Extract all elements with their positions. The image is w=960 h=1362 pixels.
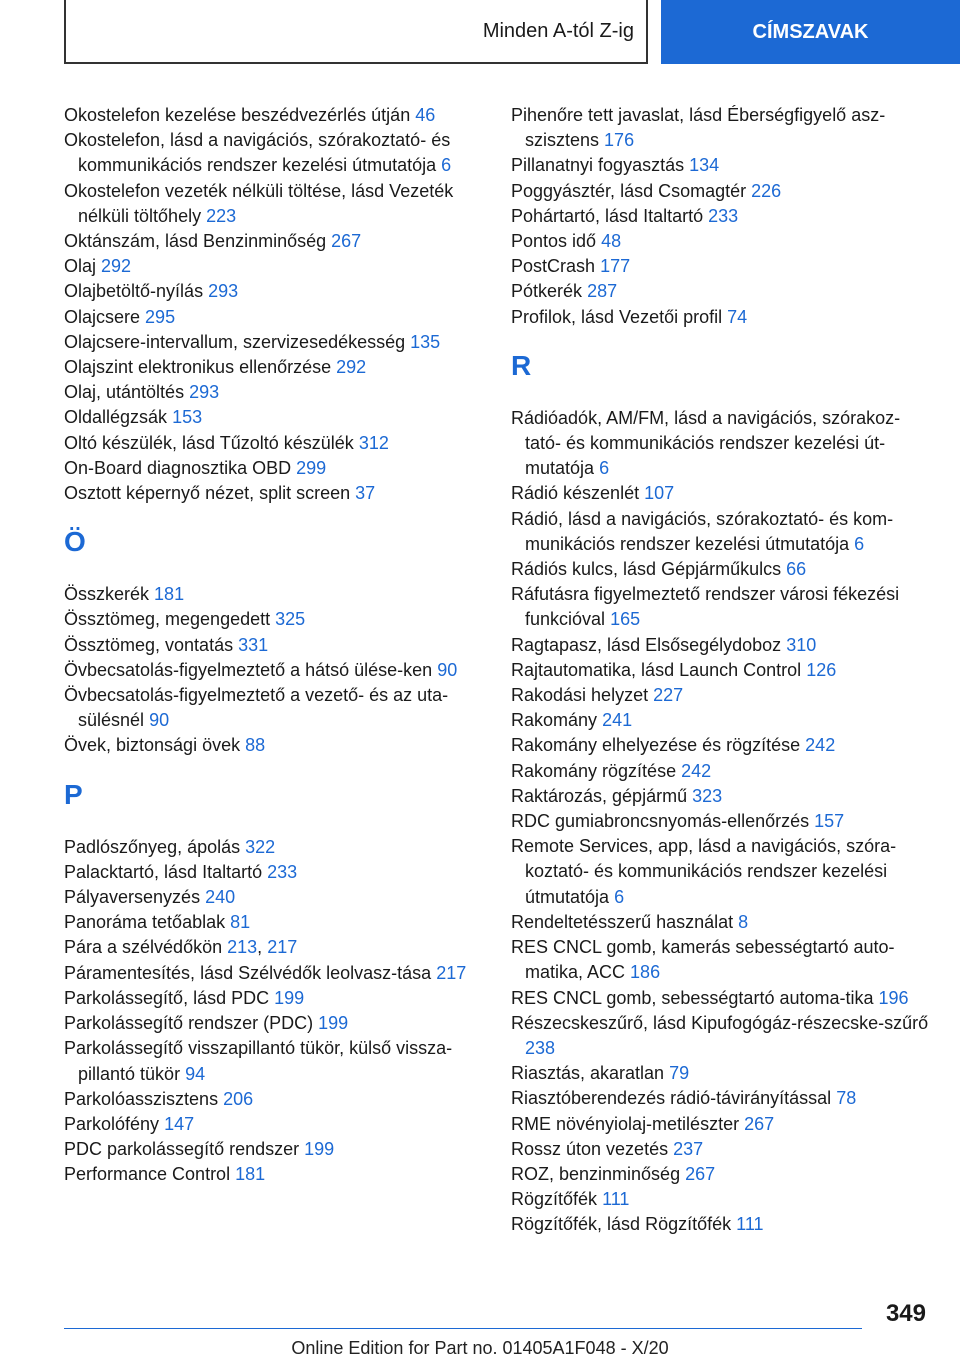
active-tab-keywords[interactable]	[661, 0, 960, 64]
index-entry-text: Okostelefon, lásd a navigációs, szórakoztató- és kommunikációs rendszer kezelési útmutatója	[64, 130, 451, 176]
index-letter-heading: R	[511, 349, 532, 381]
index-entry-text: Pillanatnyi fogyasztás	[511, 155, 685, 176]
index-entry	[511, 759, 931, 784]
page-reference-link[interactable]: 267	[744, 1113, 775, 1134]
index-entry	[64, 961, 484, 986]
index-entry	[64, 405, 484, 430]
index-entry-text: Rádióadók, AM/FM, lásd a navigációs, szórakoz-tató- és kommunikációs rendszer kezelési út-mutatója	[511, 407, 901, 479]
page-reference-link[interactable]: 295	[145, 306, 176, 327]
index-entry-text: Parkolássegítő visszapillantó tükör, külső vissza-pillantó tükör	[64, 1038, 453, 1084]
index-entry-text: Pótkerék	[511, 281, 583, 302]
index-entry	[64, 1087, 484, 1112]
index-entry-text: Okostelefon kezelése beszédvezérlés útján	[64, 105, 411, 125]
page-reference-link[interactable]: 165	[610, 609, 641, 630]
index-entry	[511, 1011, 931, 1061]
index-entry	[511, 1137, 931, 1162]
index-entry	[64, 456, 484, 481]
page-reference-link[interactable]: 6	[854, 533, 865, 554]
page-reference-link[interactable]: 90	[149, 710, 170, 731]
page-reference-link[interactable]: 8	[738, 911, 749, 932]
index-entry-text: Parkolássegítő, lásd PDC	[64, 987, 270, 1008]
page-reference-link[interactable]: 157	[814, 811, 845, 832]
index-entry-text: Rajtautomatika, lásd Launch Control	[511, 659, 802, 680]
page-reference-link[interactable]: 153	[172, 407, 203, 428]
page-reference-link[interactable]: 6	[441, 155, 452, 176]
index-entry	[64, 128, 484, 178]
index-entry	[64, 658, 484, 683]
index-entry	[511, 254, 931, 279]
index-entry-text: Oltó készülék, lásd Tűzoltó készülék	[64, 432, 354, 453]
index-entry	[64, 1036, 484, 1086]
active-tab-label: CÍMSZAVAK	[752, 20, 869, 43]
page-reference-link[interactable]: 310	[786, 634, 817, 655]
index-entry-text: Parkolássegítő rendszer (PDC)	[64, 1013, 314, 1034]
index-letter-heading: Ö	[64, 526, 86, 558]
page-reference-link[interactable]: 299	[296, 457, 327, 478]
page-reference-link[interactable]: 94	[185, 1063, 206, 1084]
index-entry	[511, 910, 931, 935]
page-reference-link[interactable]: 241	[602, 710, 633, 731]
index-entry-text: Oktánszám, lásd Benzinminőség	[64, 231, 327, 252]
index-entry	[511, 1187, 931, 1212]
index-entry	[64, 1137, 484, 1162]
index-entry-text: RES CNCL gomb, sebességtartó automa-tika	[511, 987, 874, 1008]
page-reference-link[interactable]: 181	[154, 584, 185, 605]
index-entry	[64, 1112, 484, 1137]
page-reference-link[interactable]: 293	[189, 382, 220, 403]
index-entry-text: Rakodási helyzet	[511, 685, 649, 706]
index-entry-text: Raktározás, gépjármű	[511, 785, 688, 806]
index-entry	[511, 633, 931, 658]
page-reference-link[interactable]: 186	[630, 962, 661, 983]
index-entry-text: Rakomány	[511, 710, 598, 731]
index-entry-text: Össztömeg, megengedett	[64, 609, 271, 630]
index-entry	[511, 784, 931, 809]
index-entry-text: RME növényiolaj-metilészter	[511, 1113, 740, 1134]
index-entry-text: Övbecsatolás-figyelmeztető a vezető- és az uta-sülésnél	[64, 685, 449, 731]
index-entry-text: RES CNCL gomb, kamerás sebességtartó auto-matika, ACC	[511, 937, 895, 983]
page-reference-link[interactable]: 331	[238, 634, 269, 655]
index-entry-text: Összkerék	[64, 584, 150, 605]
index-entry	[511, 1086, 931, 1111]
index-entry	[64, 305, 484, 330]
section-tab-label: Minden A-tól Z-ig	[482, 19, 634, 42]
page-reference-link[interactable]: 287	[587, 281, 618, 302]
page-reference-link[interactable]: 111	[602, 1189, 630, 1210]
page-reference-link[interactable]: 111	[736, 1214, 764, 1235]
page-reference-link[interactable]: 90	[437, 659, 458, 680]
index-column-right	[511, 103, 931, 1238]
index-entry	[64, 683, 484, 733]
index-entry-text: Padlószőnyeg, ápolás	[64, 836, 241, 857]
index-entry	[511, 557, 931, 582]
footer-divider	[64, 1328, 862, 1329]
index-entry	[511, 305, 931, 330]
index-entry	[511, 507, 931, 557]
index-entry-text: Profilok, lásd Vezetői profil	[511, 306, 723, 327]
index-entry-text: Olajcsere-intervallum, szervizesedékesség	[64, 331, 406, 352]
index-entry-text: Rögzítőfék	[511, 1189, 598, 1210]
index-letter-heading: P	[64, 778, 83, 810]
index-entry	[64, 481, 484, 506]
page-reference-link[interactable]: 199	[274, 987, 305, 1008]
index-entry: Pára a szélvédőkön 213, 217	[64, 937, 298, 958]
index-entry-text: Rendeltetésszerű használat	[511, 911, 734, 932]
page-reference-link[interactable]: 126	[806, 659, 837, 680]
index-entry	[64, 380, 484, 405]
index-entry-text: Parkolóasszisztens	[64, 1088, 219, 1109]
index-entry-text: Pályaversenyzés	[64, 887, 201, 908]
section-tab[interactable]	[64, 0, 648, 64]
index-entry	[64, 733, 484, 758]
page-reference-link[interactable]: 78	[836, 1088, 857, 1109]
page-reference-link[interactable]: 206	[223, 1088, 254, 1109]
page-reference-link[interactable]: 37	[355, 483, 376, 504]
page-reference-link[interactable]: 242	[805, 735, 836, 756]
index-entry-text: Olajszint elektronikus ellenőrzése	[64, 357, 332, 378]
index-entry-text: Pihenőre tett javaslat, lásd Éberségfigyelő asz-szisztens	[511, 105, 886, 151]
index-entry-text: Rádiós kulcs, lásd Gépjárműkulcs	[511, 559, 782, 580]
index-entry-text: Pára a szélvédőkön	[64, 937, 223, 958]
index-entry	[511, 153, 931, 178]
index-entry-text: Olaj	[64, 256, 97, 277]
page-reference-link[interactable]: 6	[614, 886, 625, 907]
page-reference-link[interactable]: 240	[205, 887, 236, 908]
index-entry	[511, 1112, 931, 1137]
index-entry	[511, 582, 931, 632]
index-entry-text: Riasztóberendezés rádió-távirányítással	[511, 1088, 832, 1109]
index-entry-text: ROZ, benzinminőség	[511, 1163, 681, 1184]
index-entry	[64, 229, 484, 254]
index-entry	[64, 607, 484, 632]
page-reference-link[interactable]: 322	[245, 836, 276, 857]
index-entry	[64, 910, 484, 935]
page-reference-link[interactable]: 135	[410, 331, 441, 352]
index-entry-text: Részecskeszűrő, lásd Kipufogógáz-részecske-szűrő	[511, 1012, 929, 1033]
page-reference-link[interactable]: 242	[681, 760, 712, 781]
page-reference-link[interactable]: 237	[673, 1138, 704, 1159]
index-entry-text: Rögzítőfék, lásd Rögzítőfék	[511, 1214, 732, 1235]
index-entry	[511, 658, 931, 683]
index-entry	[511, 935, 931, 985]
page-reference-link[interactable]: 217	[436, 962, 467, 983]
page-number: 349	[885, 1300, 926, 1327]
index-entry-text: Össztömeg, vontatás	[64, 634, 234, 655]
index-entry	[511, 229, 931, 254]
index-entry-text: Ragtapasz, lásd Elsősegélydoboz	[511, 634, 782, 655]
page-reference-link[interactable]: 226	[751, 180, 782, 201]
index-entry-text: Ráfutásra figyelmeztető rendszer városi fékezési funkcióval	[511, 584, 900, 630]
index-entry	[64, 633, 484, 658]
index-entry-text: Olaj, utántöltés	[64, 382, 185, 403]
index-entry-text: Rossz úton vezetés	[511, 1138, 669, 1159]
index-entry-text: Rakomány rögzítése	[511, 760, 677, 781]
page-reference-link[interactable]: 199	[318, 1013, 349, 1034]
index-entry-text: Riasztás, akaratlan	[511, 1063, 665, 1084]
index-entry	[64, 254, 484, 279]
page-reference-link[interactable]: 66	[786, 559, 807, 580]
page-reference-link[interactable]: 292	[336, 357, 367, 378]
page-reference-link[interactable]: 177	[600, 256, 631, 277]
page-reference-link[interactable]: 88	[245, 735, 266, 756]
index-entry-text: PostCrash	[511, 256, 596, 277]
index-entry	[64, 986, 484, 1011]
index-entry	[511, 834, 931, 910]
index-entry	[64, 431, 484, 456]
index-entry	[64, 279, 484, 304]
page-reference-link[interactable]: 74	[727, 306, 748, 327]
page-reference-link[interactable]: 267	[331, 231, 362, 252]
index-entry	[64, 1011, 484, 1036]
index-entry-text: Olajcsere	[64, 306, 141, 327]
index-entry-text: Rádió, lásd a navigációs, szórakoztató- és kom-munikációs rendszer kezelési útmutatója	[511, 508, 894, 554]
page-reference-link[interactable]: 233	[267, 861, 298, 882]
page-reference-link[interactable]: 293	[208, 281, 239, 302]
index-entry	[64, 1162, 484, 1187]
index-entry-text: Okostelefon vezeték nélküli töltése, lásd Vezeték nélküli töltőhely	[64, 180, 454, 226]
index-entry-text: Olajbetöltő-nyílás	[64, 281, 204, 302]
index-entry	[64, 860, 484, 885]
page-reference-link[interactable]: 181	[235, 1164, 266, 1185]
page-reference-link[interactable]: 199	[304, 1139, 335, 1160]
index-entry	[64, 885, 484, 910]
page-reference-link[interactable]: 223	[206, 205, 237, 226]
index-entry	[511, 1162, 931, 1187]
page-reference-link[interactable]: 147	[164, 1113, 195, 1134]
index-entry	[511, 103, 931, 153]
index-entry	[511, 708, 931, 733]
index-entry-text: Osztott képernyő nézet, split screen	[64, 483, 351, 504]
index-entry-text: Remote Services, app, lásd a navigációs, szóra-koztató- és kommunikációs rendszer kezelési útmutatója	[511, 836, 897, 907]
page-reference-link[interactable]: 46	[415, 105, 436, 125]
index-entry-text: Pohártartó, lásd Italtartó	[511, 205, 704, 226]
index-entry-text: RDC gumiabroncsnyomás-ellenőrzés	[511, 811, 810, 832]
page-reference-link[interactable]: 213	[227, 937, 258, 958]
index-entry-text: Oldallégzsák	[64, 407, 168, 428]
index-entry-text: Rádió készenlét	[511, 483, 640, 504]
page-reference-link[interactable]: 267	[685, 1163, 716, 1184]
page-reference-link[interactable]: 325	[275, 609, 306, 630]
index-entry-text: PDC parkolássegítő rendszer	[64, 1139, 300, 1160]
index-entry	[64, 835, 484, 860]
page-reference-link[interactable]: 134	[689, 155, 720, 176]
index-entry-text: Poggyásztér, lásd Csomagtér	[511, 180, 747, 201]
page-reference-link[interactable]: 81	[230, 912, 251, 933]
page-reference-link[interactable]: 107	[644, 483, 675, 504]
index-entry	[511, 279, 931, 304]
index-entry	[511, 179, 931, 204]
footer-edition-text: Online Edition for Part no. 01405A1F048 - X/20	[291, 1338, 669, 1358]
index-entry-text: On-Board diagnosztika OBD	[64, 457, 292, 478]
index-entry-text: Övek, biztonsági övek	[64, 735, 241, 756]
index-entry	[511, 986, 931, 1011]
page-reference-link[interactable]: 292	[101, 256, 132, 277]
index-entry	[511, 1061, 931, 1086]
page-reference-link[interactable]: 312	[358, 432, 389, 453]
index-entry-text: Panoráma tetőablak	[64, 912, 226, 933]
index-entry-text: Pontos idő	[511, 231, 597, 252]
page-reference-link[interactable]: 176	[604, 130, 635, 151]
index-entry	[511, 683, 931, 708]
index-entry	[511, 809, 931, 834]
page-reference-link[interactable]: 238	[525, 1037, 556, 1058]
index-entry	[511, 733, 931, 758]
index-entry-text: Rakomány elhelyezése és rögzítése	[511, 735, 801, 756]
page-reference-link[interactable]: 79	[669, 1063, 690, 1084]
index-entry	[64, 179, 484, 229]
page-reference-link[interactable]: 323	[692, 785, 723, 806]
index-entry	[64, 103, 484, 128]
index-entry	[511, 1212, 931, 1237]
index-entry-text: Páramentesítés, lásd Szélvédők leolvasz-tása	[64, 962, 432, 983]
page-reference-link[interactable]: 48	[601, 231, 622, 252]
index-entry	[511, 204, 931, 229]
index-entry	[64, 355, 484, 380]
index-entry	[64, 582, 484, 607]
page-reference-link[interactable]: 233	[708, 205, 739, 226]
index-entry-text: Parkolófény	[64, 1113, 160, 1134]
page-reference-link[interactable]: 227	[653, 685, 684, 706]
page-reference-link[interactable]: 217	[267, 937, 298, 958]
page-reference-link[interactable]: 196	[878, 987, 909, 1008]
index-entry	[511, 481, 931, 506]
index-column-left	[64, 103, 484, 1188]
index-entry-text: Övbecsatolás-figyelmeztető a hátsó ülése-ken	[64, 659, 433, 680]
index-entry-text: Performance Control	[64, 1164, 231, 1185]
index-entry	[64, 330, 484, 355]
index-entry-text: Palacktartó, lásd Italtartó	[64, 861, 263, 882]
index-entry	[511, 406, 931, 482]
page-reference-link[interactable]: 6	[599, 458, 610, 479]
